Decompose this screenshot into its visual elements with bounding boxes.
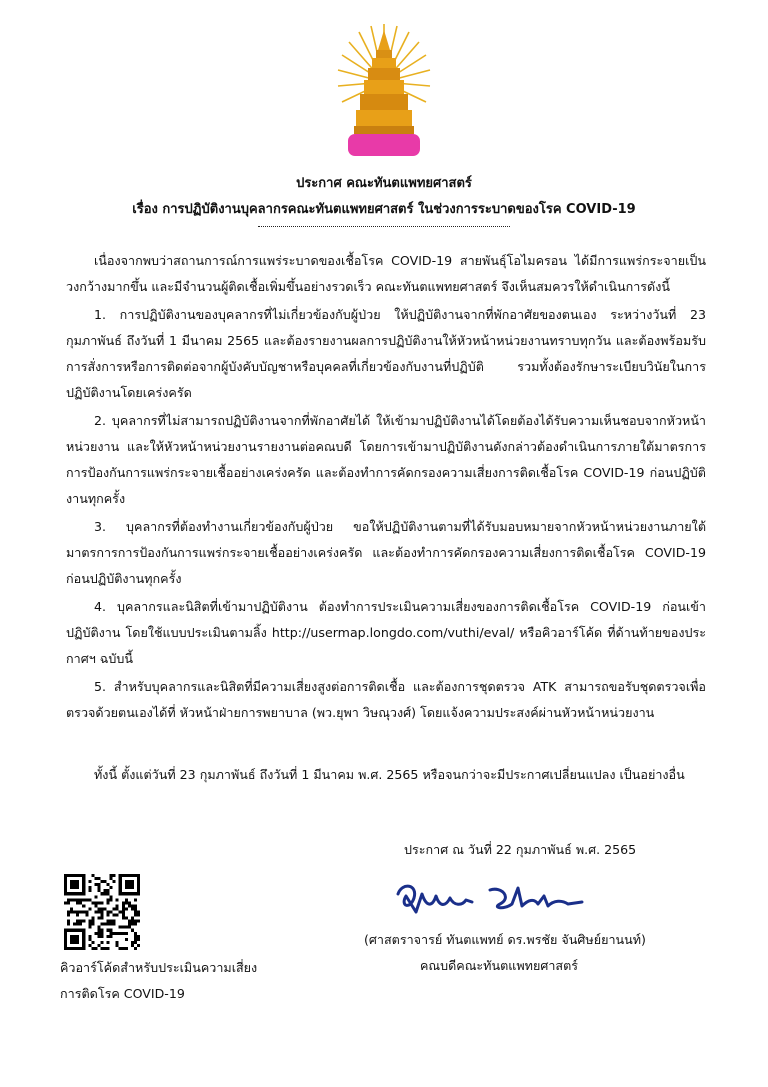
closing-block <box>66 762 706 790</box>
intro-paragraph: เนื่องจากพบว่าสถานการณ์การแพร่ระบาดของเชื้อโรค COVID-19 สายพันธุ์โอไมครอน ได้มีการแพร่กระจายเป็นวงกว้างมากขึ้น และมีจำนวนผู้ติดเชื้อเพิ่มขึ้นอย่างรวดเร็ว คณะทันตแพทยศาสตร์ จึงเห็นสมควรให้ดำเนินการดังนี้ <box>66 253 706 294</box>
university-emblem-icon <box>334 20 434 160</box>
item-4: 4. บุคลากรและนิสิตที่เข้ามาปฏิบัติงาน ต้องทำการประเมินความเสี่ยงของการติดเชื้อโรค COVID-19 ก่อนเข้าปฏิบัติงาน โดยใช้แบบประเมินตามลิ้ง http://usermap.longdo.com/vuthi/eval/ หรือคิวอาร์โค้ด ที่ด้านท้ายของประกาศฯ ฉบับนี้ <box>66 599 706 666</box>
announcement-date: ประกาศ ณ วันที่ 22 กุมภาพันธ์ พ.ศ. 2565 <box>404 842 637 857</box>
item-3: 3. บุคลากรที่ต้องทำงานเกี่ยวข้องกับผู้ป่วย ขอให้ปฏิบัติงานตามที่ได้รับมอบหมายจากหัวหน้าหน่วยงานภายใต้มาตรการการป้องกันการแพร่กระจายเชื้ออย่างเคร่งครัด และต้องทำการคัดกรองความเสี่ยงการติดเชื้อโรค COVID-19 ก่อนปฏิบัติงานทุกครั้ง <box>66 519 706 586</box>
closing-paragraph: ทั้งนี้ ตั้งแต่วันที่ 23 กุมภาพันธ์ ถึงวันที่ 1 มีนาคม พ.ศ. 2565 หรือจนกว่าจะมีประกาศเปลี่ยนแปลง เป็นอย่างอื่น <box>94 767 685 782</box>
qr-caption-line1: คิวอาร์โค้ดสำหรับประเมินความเสี่ยง <box>60 960 258 975</box>
item-1: 1. การปฏิบัติงานของบุคลากรที่ไม่เกี่ยวข้องกับผู้ป่วย ให้ปฏิบัติงานจากที่พักอาศัยของตนเอง ระหว่างวันที่ 23 กุมภาพันธ์ ถึงวันที่ 1 มีนาคม 2565 และต้องรายงานผลการปฏิบัติงานให้หัวหน้าหน่วยงานทราบทุกวัน และต้องพร้อมรับการสั่งการหรือการติดต่อจากผู้บังคับบัญชาหรือบุคคลที่เกี่ยวข้องกับงานที่ปฏิบัติ รวมทั้งต้องรักษาระเบียบวินัยในการปฏิบัติงานโดยเคร่งครัด <box>66 307 706 400</box>
announcement-body <box>66 248 706 728</box>
handwritten-signature <box>392 876 588 924</box>
announcement-subject: เรื่อง การปฏิบัติงานบุคลากรคณะทันตแพทยศาสตร์ ในช่วงการระบาดของโรค COVID-19 <box>132 202 636 217</box>
qr-code[interactable] <box>64 874 140 950</box>
qr-caption-line2: การติดโรค COVID-19 <box>60 986 185 1001</box>
signatory-position: คณบดีคณะทันตแพทยศาสตร์ <box>420 958 579 973</box>
item-2: 2. บุคลากรที่ไม่สามารถปฏิบัติงานจากที่พักอาศัยได้ ให้เข้ามาปฏิบัติงานได้โดยต้องได้รับความเห็นชอบจากหัวหน้าหน่วยงาน และให้หัวหน้าหน่วยงานรายงานต่อคณบดี โดยการเข้ามาปฏิบัติงานดังกล่าวต้องดำเนินการภายใต้มาตรการการป้องกันการแพร่กระจายเชื้ออย่างเคร่งครัด และต้องทำการคัดกรองความเสี่ยงการติดเชื้อโรค COVID-19 ก่อนปฏิบัติงานทุกครั้ง <box>66 413 706 506</box>
dotted-divider <box>258 226 510 227</box>
signatory-name: (ศาสตราจารย์ ทันตแพทย์ ดร.พรชัย จันศิษย์ยานนท์) <box>364 932 646 947</box>
item-5: 5. สำหรับบุคลากรและนิสิตที่มีความเสี่ยงสูงต่อการติดเชื้อ และต้องการชุดตรวจ ATK สามารถขอรับชุดตรวจเพื่อตรวจด้วยตนเองได้ที่ หัวหน้าฝ่ายการพยาบาล (พว.ยุพา วิษณุวงศ์) โดยแจ้งความประสงค์ผ่านหัวหน้าหน่วยงาน <box>66 679 706 720</box>
announcement-title: ประกาศ คณะทันตแพทยศาสตร์ <box>296 176 472 191</box>
